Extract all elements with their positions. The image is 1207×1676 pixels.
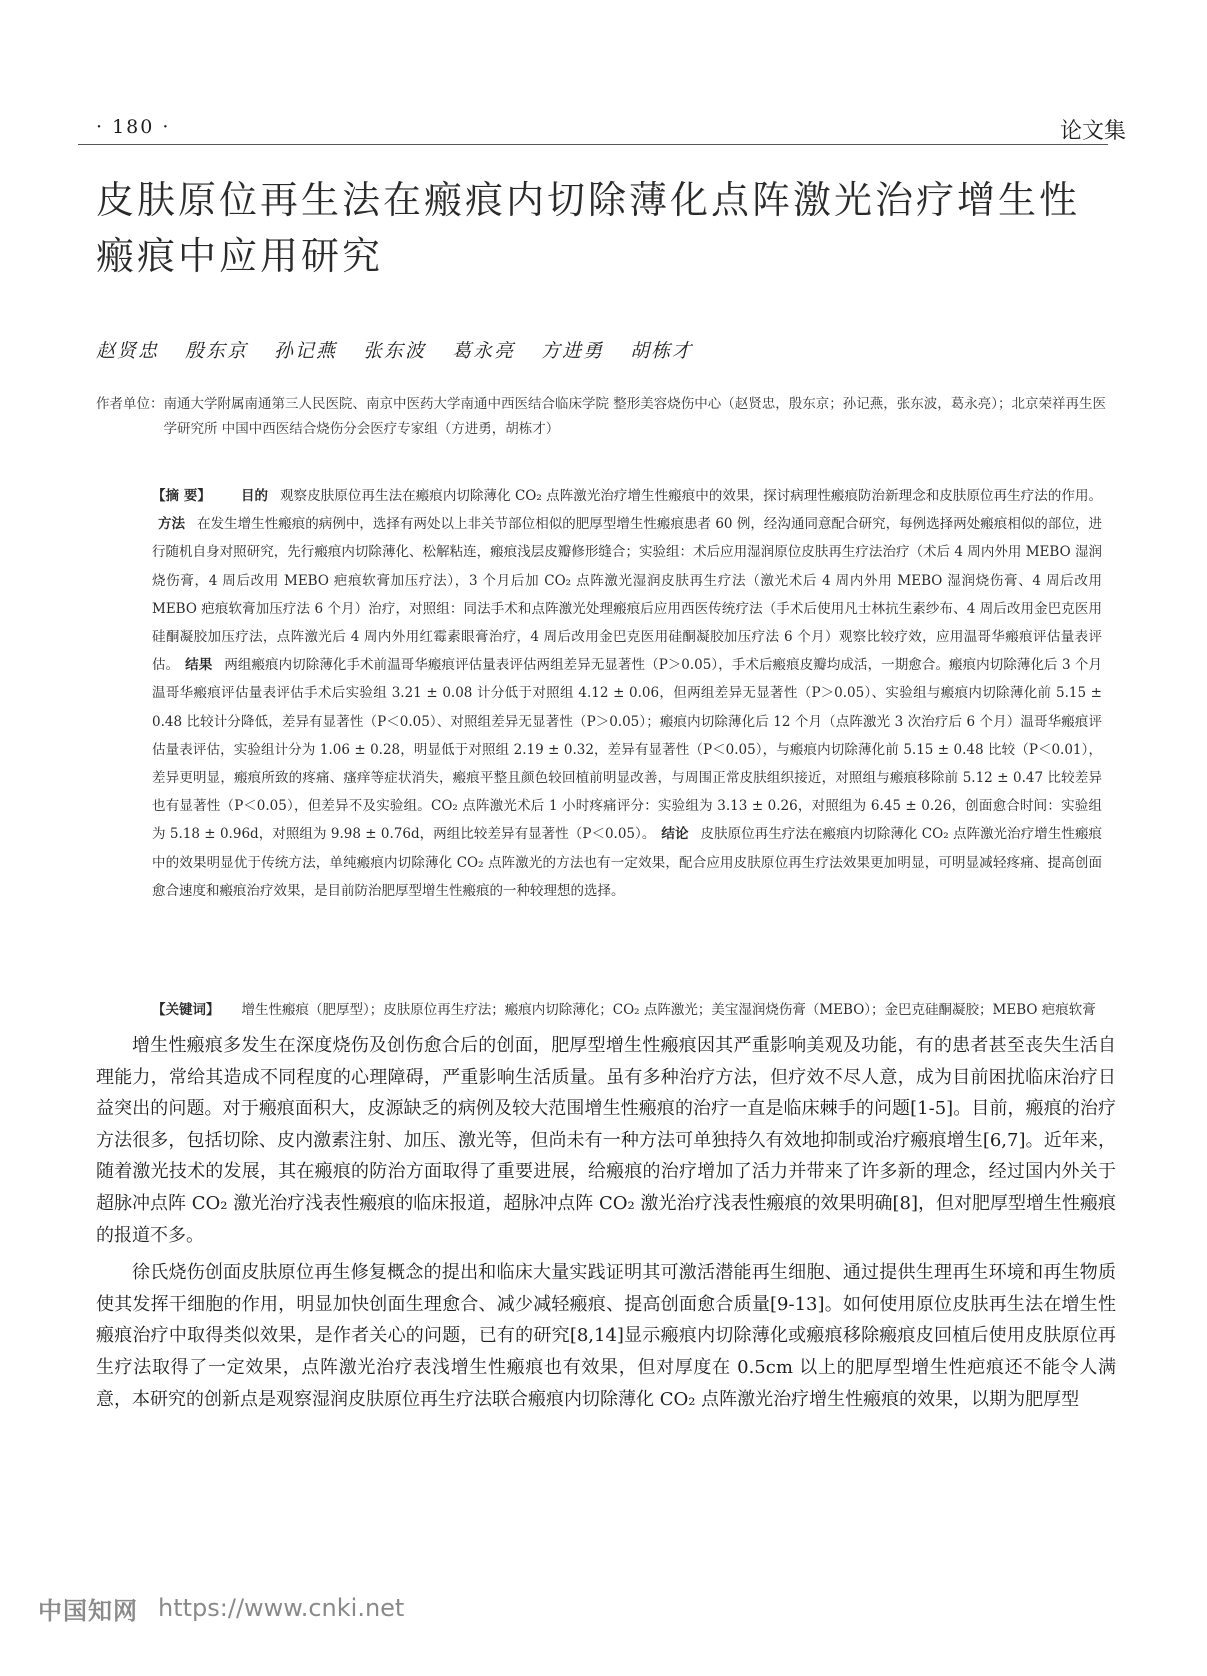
author-name: 方进勇 bbox=[541, 340, 605, 362]
abstract-tag: 【摘 要】 bbox=[152, 488, 211, 504]
watermark-footer bbox=[38, 1588, 404, 1628]
abstract bbox=[152, 482, 1102, 905]
body-paragraph-1: 增生性瘢痕多发生在深度烧伤及创伤愈合后的创面，肥厚型增生性瘢痕因其严重影响美观及功能，有的患者甚至丧失生活自理能力，常给其造成不同程度的心理障碍，严重影响生活质量。虽有多种治疗方法，但疗效不尽人意，成为目前困扰临床治疗日益突出的问题。对于瘢痕面积大，皮源缺乏的病例及较大范围增生性瘢痕的治疗一直是临床棘手的问题[1-5]。目前，瘢痕的治疗方法很多，包括切除、皮内激素注射、加压、激光等，但尚未有一种方法可单独持久有效地抑制或治疗瘢痕增生[6,7]。近年来，随着激光技术的发展，其在瘢痕的防治方面取得了重要进展，给瘢痕的治疗增加了活力并带来了许多新的理念，经过国内外关于超脉冲点阵 CO₂ 激光治疗浅表性瘢痕的临床报道，超脉冲点阵 CO₂ 激光治疗浅表性瘢痕的效果明确[8]，但对肥厚型增生性瘢痕的报道不多。 bbox=[96, 1035, 1116, 1246]
keywords-tag: 【关键词】 bbox=[152, 1002, 220, 1018]
affiliation-label: 作者单位： bbox=[96, 396, 164, 412]
author-name: 孙记燕 bbox=[274, 340, 338, 362]
author-name: 殷东京 bbox=[185, 340, 249, 362]
author-name: 胡栋才 bbox=[630, 340, 694, 362]
keywords-text: 增生性瘢痕（肥厚型）；皮肤原位再生疗法；瘢痕内切除薄化；CO₂ 点阵激光；美宝湿润烧伤膏（MEBO）；金巴克硅酮凝胶；MEBO 疤痕软膏 bbox=[241, 1002, 1096, 1018]
results-text: 两组瘢痕内切除薄化手术前温哥华瘢痕评估量表评估两组差异无显著性（P＞0.05），手术后瘢痕皮瓣均成活，一期愈合。瘢痕内切除薄化后 3 个月温哥华瘢痕评估量表评估手术后实验组 3.21 ± 0.08 计分低于对照组 4.12 ± 0.06，但两组差异无显著性（P＞0.05）、实验组与瘢痕内切除薄化前 5.15 ± 0.48 比较计分降低，差异有显著性（P＜0.05）、对照组差异无显著性（P＞0.05）；瘢痕内切除薄化后 12 个月（点阵激光 3 次治疗后 6 个月）温哥华瘢痕评估量表评估，实验组计分为 1.06 ± 0.28，明显低于对照组 2.19 ± 0.32，差异有显著性（P＜0.05），与瘢痕内切除薄化前 5.15 ± 0.48 比较（P＜0.01），差异更明显，瘢痕所致的疼痛、瘙痒等症状消失，瘢痕平整且颜色较回植前明显改善，与周围正常皮肤组织接近，对照组与瘢痕移除前 5.12 ± 0.47 比较差异也有显著性（P＜0.05），但差异不及实验组。CO₂ 点阵激光术后 1 小时疼痛评分：实验组为 3.13 ± 0.26，对照组为 6.45 ± 0.26，创面愈合时间：实验组为 5.18 ± 0.96d，对照组为 9.98 ± 0.76d，两组比较差异有显著性（P＜0.05）。 bbox=[152, 657, 1103, 843]
methods-text: 在发生增生性瘢痕的病例中，选择有两处以上非关节部位相似的肥厚型增生性瘢痕患者 60 例，经沟通同意配合研究，每例选择两处瘢痕相似的部位，进行随机自身对照研究，先行瘢痕内切除薄化、松解粘连，瘢痕浅层皮瓣修形缝合；实验组：术后应用湿润原位皮肤再生疗法治疗（术后 4 周内外用 MEBO 湿润烧伤膏，4 周后改用 MEBO 疤痕软膏加压疗法），3 个月后加 CO₂ 点阵激光湿润皮肤再生疗法（激光术后 4 周内外用 MEBO 湿润烧伤膏、4 周后改用 MEBO 疤痕软膏加压疗法 6 个月）治疗，对照组：同法手术和点阵激光处理瘢痕后应用西医传统疗法（手术后使用凡士林抗生素纱布、4 周后改用金巴克医用硅酮凝胶加压疗法，点阵激光后 4 周内外用红霉素眼膏治疗，4 周后改用金巴克医用硅酮凝胶加压疗法 6 个月）观察比较疗效，应用温哥华瘢痕评估量表评估。 bbox=[152, 516, 1103, 674]
keywords bbox=[152, 996, 1102, 1024]
conclusion-text: 皮肤原位再生疗法在瘢痕内切除薄化 CO₂ 点阵激光治疗增生性瘢痕中的效果明显优于传统方法，单纯瘢痕内切除薄化 CO₂ 点阵激光的方法也有一定效果，配合应用皮肤原位再生疗法效果更加明显，可明显减轻疼痛、提高创面愈合速度和瘢痕治疗效果，是目前防治肥厚型增生性瘢痕的一种较理想的选择。 bbox=[152, 826, 1103, 899]
author-affiliation bbox=[96, 392, 1116, 442]
cnki-logo: 中国知网 bbox=[38, 1596, 138, 1625]
header-rule bbox=[78, 144, 1108, 145]
objective-text: 观察皮肤原位再生法在瘢痕内切除薄化 CO₂ 点阵激光治疗增生性瘢痕中的效果，探讨病理性瘢痕防治新理念和皮肤原位再生疗法的作用。 bbox=[280, 488, 1103, 504]
paper-title: 皮肤原位再生法在瘢痕内切除薄化点阵激光治疗增生性瘢痕中应用研究 bbox=[96, 178, 1081, 278]
methods-label: 方法 bbox=[158, 516, 186, 533]
page-number: · 180 · bbox=[96, 116, 171, 138]
author-name: 赵贤忠 bbox=[96, 340, 160, 362]
author-name: 张东波 bbox=[363, 340, 427, 362]
collection-name: 论文集 bbox=[1059, 119, 1126, 144]
running-header bbox=[96, 112, 1126, 152]
objective-label: 目的 bbox=[241, 488, 269, 504]
cnki-url: https://www.cnki.net bbox=[158, 1594, 405, 1622]
affiliation-text: 南通大学附属南通第三人民医院、南京中医药大学南通中西医结合临床学院 整形美容烧伤中心（赵贤忠，殷东京；孙记燕，张东波，葛永亮）；北京荣祥再生医学研究所 中国中西医结合烧伤分会医疗专家组（方进勇，胡栋才） bbox=[163, 396, 1107, 437]
body-paragraph-2: 徐氏烧伤创面皮肤原位再生修复概念的提出和临床大量实践证明其可激活潜能再生细胞、通过提供生理再生环境和再生物质使其发挥干细胞的作用，明显加快创面生理愈合、减少减轻瘢痕、提高创面愈合质量[9-13]。如何使用原位皮肤再生法在增生性瘢痕治疗中取得类似效果，是作者关心的问题，已有的研究[8,14]显示瘢痕内切除薄化或瘢痕移除瘢痕皮回植后使用皮肤原位再生疗法取得了一定效果，点阵激光治疗表浅增生性瘢痕也有效果，但对厚度在 0.5cm 以上的肥厚型增生性疤痕还不能令人满意，本研究的创新点是观察湿润皮肤原位再生疗法联合瘢痕内切除薄化 CO₂ 点阵激光治疗增生性瘢痕的效果，以期为肥厚型 bbox=[96, 1262, 1116, 1410]
results-label: 结果 bbox=[185, 657, 213, 674]
author-name: 葛永亮 bbox=[452, 340, 516, 362]
conclusion-label: 结论 bbox=[661, 826, 689, 843]
body-text bbox=[96, 1030, 1116, 1415]
author-list bbox=[96, 336, 1096, 363]
